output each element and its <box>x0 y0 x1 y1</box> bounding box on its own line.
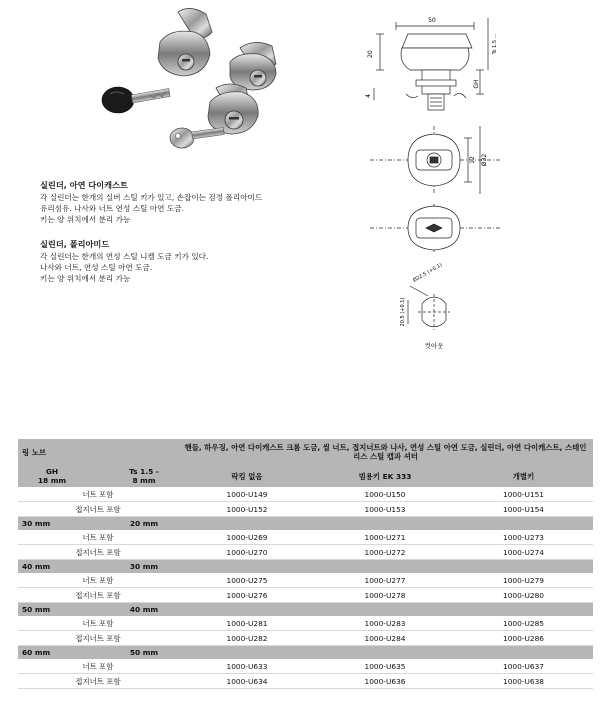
ts-label: Ts 1.5 - <box>129 467 159 476</box>
dimension-50: 50 <box>428 17 436 24</box>
dimension-gh: GH <box>473 79 480 89</box>
table-row <box>18 674 593 689</box>
part-number-no-locking: 1000-U269 <box>178 530 316 545</box>
side-view-drawing <box>374 18 488 110</box>
part-number-no-locking: 1000-U149 <box>178 487 316 502</box>
rear-view-drawing <box>370 204 500 252</box>
description-section-1 <box>40 180 370 225</box>
part-number-universal-key: 1000-U153 <box>316 502 454 517</box>
separator-empty-cell <box>178 517 316 531</box>
dimension-22-5: Ø22.5 (+0.1) <box>412 262 444 284</box>
part-number-individual-key: 1000-U273 <box>454 530 593 545</box>
technical-drawing <box>350 0 500 360</box>
group-gh: 60 mm <box>22 648 51 657</box>
main-description-header: 핸들, 하우징, 아연 다이캐스트 크롬 도금, 씰 너트, 접지너트와 나사, 연성 스틸 아연 도금, 실린더, 아연 다이캐스트, 스테인리스 스틸 캡과 셔터 <box>178 439 593 465</box>
part-number-no-locking: 1000-U633 <box>178 659 316 674</box>
group-ts: 30 mm <box>129 562 159 571</box>
part-number-individual-key: 1000-U637 <box>454 659 593 674</box>
group-ts: 50 mm <box>129 648 159 657</box>
separator-empty-cell <box>316 603 454 617</box>
column-header-individual-key: 개별키 <box>454 465 593 487</box>
cutout-drawing <box>408 286 450 330</box>
lock-photo-3 <box>208 84 258 134</box>
part-number-individual-key: 1000-U285 <box>454 616 593 631</box>
separator-empty-cell <box>178 646 316 660</box>
part-number-no-locking: 1000-U281 <box>178 616 316 631</box>
group-gh: 30 mm <box>22 519 51 528</box>
dimension-ts: Ts 1.5 ... <box>492 33 498 55</box>
part-number-no-locking: 1000-U276 <box>178 588 316 603</box>
group-gh: 50 mm <box>22 605 51 614</box>
dimension-32: Ø32 <box>481 153 488 167</box>
row-label: 접지너트 포함 <box>18 502 178 517</box>
part-number-no-locking: 1000-U282 <box>178 631 316 646</box>
gh-ts-values <box>18 603 178 617</box>
part-number-universal-key: 1000-U283 <box>316 616 454 631</box>
black-key-photo <box>102 87 170 113</box>
separator-empty-cell <box>316 646 454 660</box>
gh-ts-values <box>18 560 178 574</box>
group-separator-row <box>18 603 593 617</box>
group-ts: 40 mm <box>129 605 159 614</box>
table-row <box>18 588 593 603</box>
group-separator-row <box>18 646 593 660</box>
separator-empty-cell <box>454 560 593 574</box>
table-row <box>18 659 593 674</box>
separator-empty-cell <box>178 603 316 617</box>
description-line: 각 실린더는 한개의 실버 스틸 키가 있고, 손잡이는 검정 폴리아미드 <box>40 193 263 202</box>
group-separator-row <box>18 560 593 574</box>
product-photo <box>90 2 310 164</box>
part-number-universal-key: 1000-U284 <box>316 631 454 646</box>
table-row <box>18 631 593 646</box>
separator-empty-cell <box>178 560 316 574</box>
row-label: 너트 포함 <box>18 530 178 545</box>
row-label: 접지너트 포함 <box>18 545 178 560</box>
row-label: 너트 포함 <box>18 487 178 502</box>
table-row <box>18 573 593 588</box>
part-number-universal-key: 1000-U271 <box>316 530 454 545</box>
separator-empty-cell <box>316 560 454 574</box>
part-number-universal-key: 1000-U277 <box>316 573 454 588</box>
part-number-universal-key: 1000-U635 <box>316 659 454 674</box>
part-number-universal-key: 1000-U150 <box>316 487 454 502</box>
table-subheader-row <box>18 465 593 487</box>
dimension-20-5: 20.5 (+0.1) <box>400 297 406 327</box>
part-number-universal-key: 1000-U278 <box>316 588 454 603</box>
gh-value: 18 mm <box>37 476 67 485</box>
part-number-no-locking: 1000-U270 <box>178 545 316 560</box>
row-label: 너트 포함 <box>18 573 178 588</box>
part-number-no-locking: 1000-U275 <box>178 573 316 588</box>
gh-ts-values <box>18 646 178 660</box>
row-label: 너트 포함 <box>18 659 178 674</box>
part-number-individual-key: 1000-U151 <box>454 487 593 502</box>
table-row <box>18 545 593 560</box>
table-row <box>18 487 593 502</box>
row-label: 접지너트 포함 <box>18 674 178 689</box>
table-body <box>18 487 593 689</box>
part-number-individual-key: 1000-U274 <box>454 545 593 560</box>
lock-photo-1 <box>158 8 212 76</box>
table-header-row <box>18 439 593 465</box>
group-separator-row <box>18 517 593 531</box>
part-number-universal-key: 1000-U272 <box>316 545 454 560</box>
part-number-individual-key: 1000-U279 <box>454 573 593 588</box>
cutout-label: 컷아웃 <box>424 342 444 350</box>
row-label: 접지너트 포함 <box>18 631 178 646</box>
separator-empty-cell <box>316 517 454 531</box>
dimension-20: 20 <box>367 50 374 58</box>
description-section-2 <box>40 239 370 284</box>
row-label: 너트 포함 <box>18 616 178 631</box>
part-number-individual-key: 1000-U286 <box>454 631 593 646</box>
ts-value: 8 mm <box>132 476 156 485</box>
gh-ts-values <box>18 517 178 531</box>
column-header-no-locking: 락킹 없음 <box>178 465 316 487</box>
part-number-universal-key: 1000-U636 <box>316 674 454 689</box>
description-line: 나사와 너트, 연성 스틸 아연 도금. <box>40 263 153 272</box>
part-number-no-locking: 1000-U152 <box>178 502 316 517</box>
group-ts: 20 mm <box>129 519 159 528</box>
ordering-header: 링 노브 <box>18 439 178 465</box>
table-row <box>18 616 593 631</box>
description-line: 유리섬유. 나사와 너트 연성 스틸 아연 도금. <box>40 204 185 213</box>
gh-ts-header <box>18 465 178 487</box>
silver-key-photo <box>170 128 224 148</box>
column-header-universal-key: 범용키 EK 333 <box>316 465 454 487</box>
description-line: 각 실린더는 한개의 연성 스틸 니켈 도금 키가 있다. <box>40 252 209 261</box>
description-line: 키는 양 위치에서 분리 가능 <box>40 274 131 283</box>
ordering-table <box>18 439 593 689</box>
separator-empty-cell <box>454 603 593 617</box>
part-number-individual-key: 1000-U638 <box>454 674 593 689</box>
part-number-individual-key: 1000-U154 <box>454 502 593 517</box>
section-title: 실린더, 아연 다이캐스트 <box>40 180 128 190</box>
section-title: 실린더, 폴리아미드 <box>40 239 110 249</box>
group-gh: 40 mm <box>22 562 51 571</box>
table-row <box>18 530 593 545</box>
row-label: 접지너트 포함 <box>18 588 178 603</box>
separator-empty-cell <box>454 517 593 531</box>
part-number-individual-key: 1000-U280 <box>454 588 593 603</box>
lock-photo-2 <box>230 42 276 90</box>
dimension-12: 12 <box>469 156 476 164</box>
part-number-no-locking: 1000-U634 <box>178 674 316 689</box>
table-row <box>18 502 593 517</box>
gh-label: GH <box>45 467 59 476</box>
separator-empty-cell <box>454 646 593 660</box>
description-line: 키는 양 위치에서 분리 가능 <box>40 215 131 224</box>
dimension-4: 4 <box>365 94 372 98</box>
